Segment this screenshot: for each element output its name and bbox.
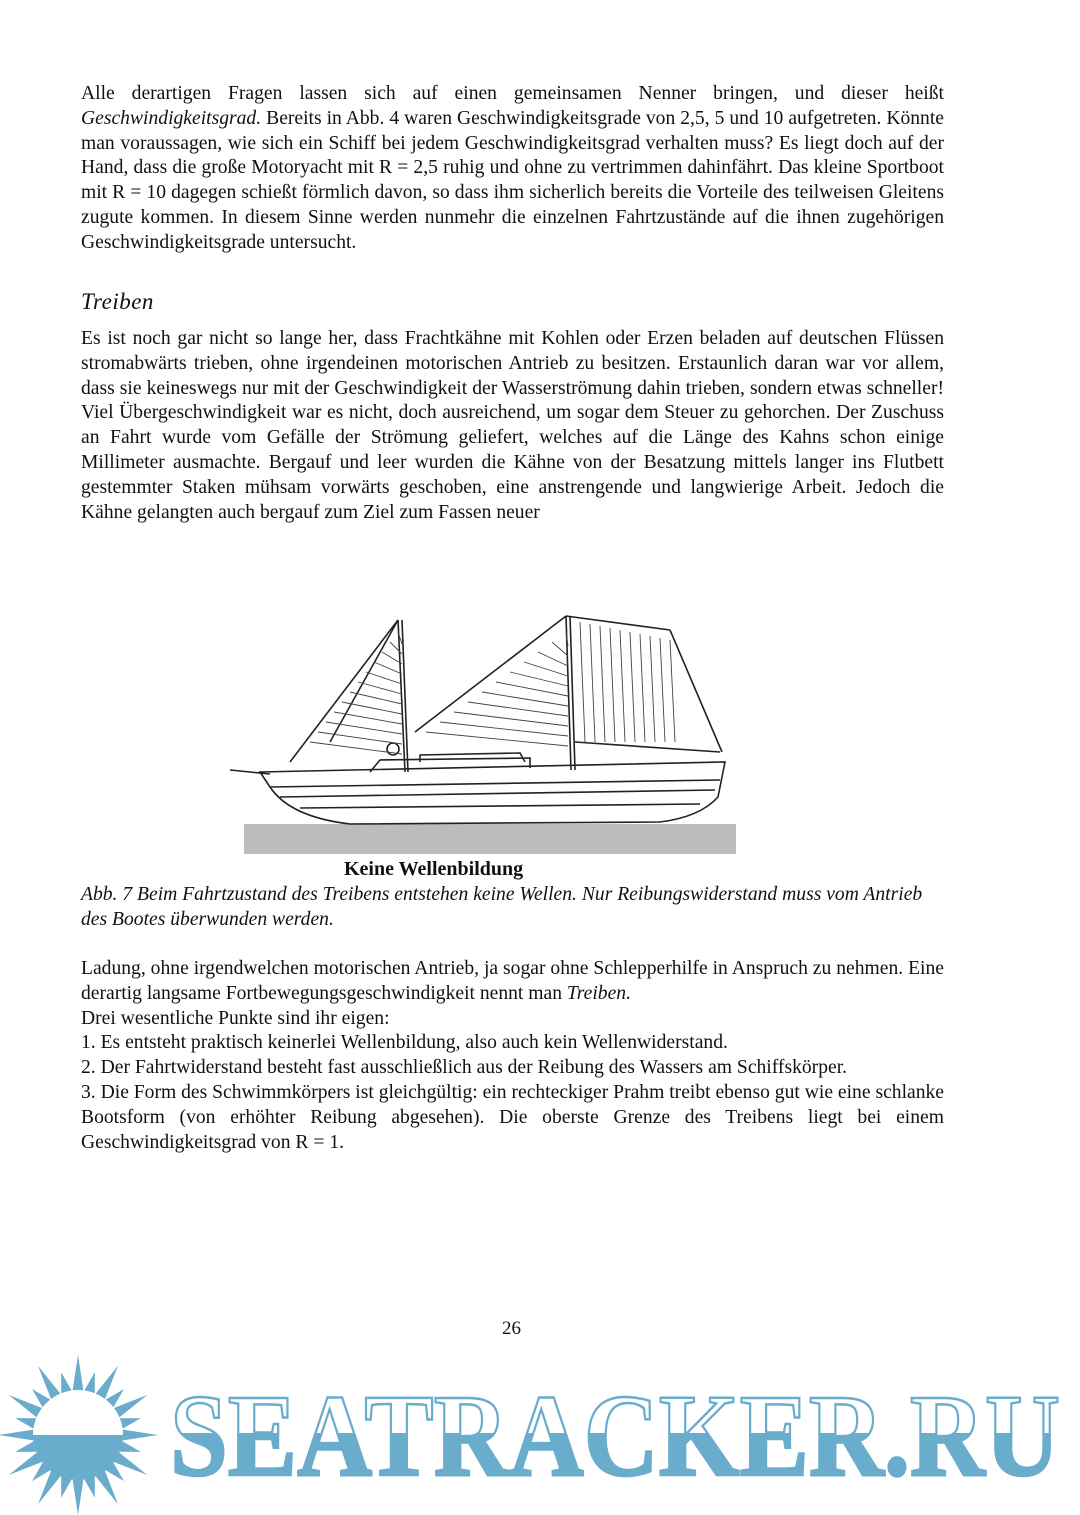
page-number: 26 [502,1318,521,1339]
sail-hatch-line [390,642,402,654]
sail-hatch-line [640,634,645,742]
sun-ray [61,1477,71,1498]
sail-hatch-line [600,626,605,742]
sun-ray [73,1355,84,1390]
seatracker-watermark-logo [0,1355,1080,1515]
intro-term: Geschwindigkeitsgrad. [81,107,262,129]
sail-hatch-line [610,628,615,742]
sun-ray [114,1395,147,1417]
sail-hatch-line [482,692,568,706]
continuation-paragraph [81,957,944,1007]
section-paragraph: Es ist noch gar nicht so lange her, dass Frachtkähne mit Kohlen oder Erzen beladen auf deutschen Flüssen stromabwärts trieben, ohne irgendeinen motorischen Antrieb zu besitzen. Erstaunlich daran war vor allem, dass sie keineswegs nur mit der Geschwindigkeit der Wasserströmung dahin trieben, sondern etwas schneller! Viel Übergeschwindigkeit war es nicht, doch ausreichend, um sogar dem Steuer zu gehorchen. Der Zuschuss an Fahrt wurde vom Gefälle der Strömung geliefert, welches auf die Länge des Kahns schon einige Millimeter ausmachte. Bergauf und leer wurden die Kähne von der Besatzung mittels langer ins Flutbett gestemmter Staken mühsam vorwärts geschoben, eine anstrengende und langwierige Arbeit. Jedoch die Kähne gelangten auch bergauf zum Ziel zum Fassen neuer [81,328,944,523]
watermark-text: SEATRACKER.RU [170,1370,1060,1501]
sun-ray [120,1418,141,1428]
section-heading: Treiben [81,289,154,314]
sun-ray [96,1471,118,1504]
sail-hatch-line [496,682,568,696]
list-item: 1. Es entsteht praktisch keinerlei Wellenbildung, also auch kein Wellenwiderstand. [81,1032,728,1054]
list-item: 3. Die Form des Schwimmkörpers ist gleichgültig: ein rechteckiger Prahm treibt ebenso gut wie eine schlanke Bootsform (von erhöhter Reibung abgesehen). Die oberste Grenze des Treibens liegt bei einem Geschwindigkeitsgrad von R = 1. [81,1081,944,1153]
sail-hatch-line [310,742,402,754]
sail-hatch-line [524,662,568,676]
sun-ray [84,1477,94,1498]
sun-ray [120,1441,141,1451]
sail-hatch-line [510,672,568,686]
sun-ray [15,1441,36,1451]
sun-ray [73,1480,84,1515]
sail-hatch-line [660,638,665,742]
sail-hatch-line [374,662,402,674]
figure-title: Keine Wellenbildung [344,858,524,880]
sail-hatch-line [590,624,595,742]
sun-icon [0,1355,158,1515]
sun-ray [15,1418,36,1428]
list-intro: Drei wesentliche Punkte sind ihr eigen: [81,1007,390,1029]
sailboat-illustration [230,612,736,854]
sail-hatch-line [670,640,675,742]
sail-hatch-line [350,692,402,704]
sail-hatch-line [342,702,402,714]
sun-ray [123,1430,158,1441]
sail-hatch-line [454,712,568,726]
sun-ray [61,1372,71,1393]
sail-hatch-line [468,702,568,716]
sail-hatch-line [552,642,568,656]
sun-ray [0,1430,33,1441]
sail-hatch-line [620,630,625,742]
sail-hatch-line [366,672,402,684]
continuation-text-part: Ladung, ohne irgendwelchen motorischen Antrieb, ja sogar ohne Schlepperhilfe in Anspruch zu nehmen. Eine derartig langsame Fortbewegungsgeschwindigkeit nennt man [81,958,944,1004]
continuation-text [81,957,944,1155]
intro-text-cont: Bereits in Abb. 4 waren Geschwindigkeitsgrade von 2,5, 5 und 10 aufgetreten. Könnte man voraussagen, wie sich ein Schiff bei jedem Geschwindigkeitsgrad verhalten muss? Es liegt doch auf der Hand, dass die große Motoryacht mit R = 2,5 ruhig und ohne zu vertrimmen dahinfährt. Das kleine Sportboot mit R = 10 dagegen schießt förmlich davon, so dass ihm sicherlich bereits die Vorteile des teilweisen Gleitens zugute kommen. In diesem Sinne werden nunmehr die einzelnen Fahrtzustände auf die ihnen zugehörigen Geschwindigkeitsgrade untersucht. [81,107,944,253]
list-item: 2. Der Fahrtwiderstand besteht fast ausschließlich aus der Reibung des Wassers am Schiffskörper. [81,1057,848,1079]
ground-band [244,824,736,854]
sun-ray [9,1395,42,1417]
sail-hatch-line [580,622,585,742]
sun-ray [84,1372,94,1393]
sun-disc-top [33,1390,123,1435]
sun-ray [38,1471,60,1504]
sun-disc-bottom [33,1435,123,1480]
continuation-term: Treiben. [566,982,631,1004]
figure-caption: Abb. 7 Beim Fahrtzustand des Treibens entstehen keine Wellen. Nur Reibungswiderstand muss vom Antrieb des Bootes überwunden werden. [81,884,923,930]
sun-ray [38,1366,60,1399]
sail-hatch-line [538,652,568,666]
sail-hatch-line [440,722,568,736]
sun-ray [96,1366,118,1399]
sail-hatch-line [358,682,402,694]
intro-paragraph [81,82,944,256]
intro-text: Alle derartigen Fragen lassen sich auf einen gemeinsamen Nenner bringen, und dieser heißt [81,83,944,104]
sail-hatch-line [650,636,655,742]
sail-hatch-line [630,632,635,742]
sun-ray [114,1453,147,1475]
sun-ray [9,1453,42,1475]
